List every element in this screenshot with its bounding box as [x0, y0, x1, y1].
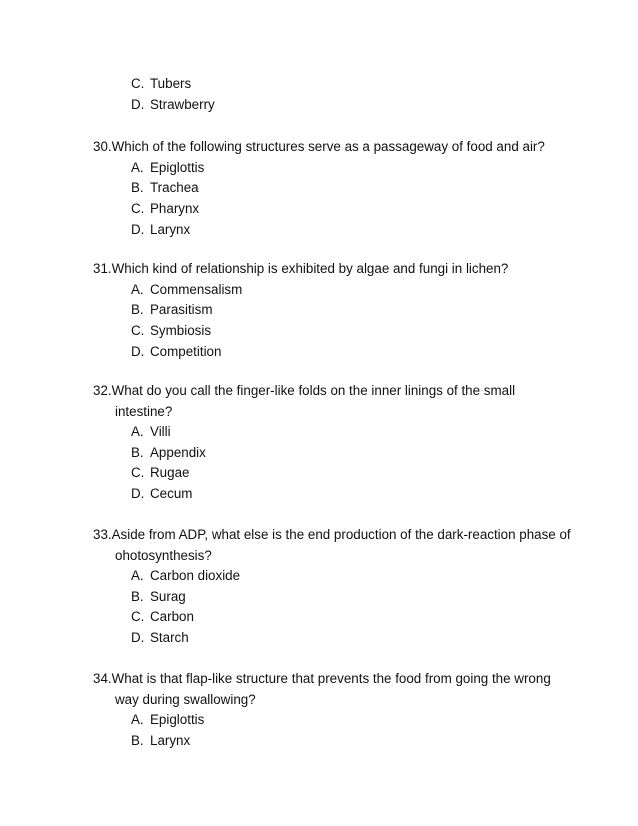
option-c: [131, 607, 638, 628]
option-text: Symbiosis: [150, 322, 212, 338]
option-letter: C.: [131, 609, 145, 625]
option-text: Parasitism: [150, 302, 213, 318]
question-prompt: Aside from ADP, what else is the end production of the dark-reaction phase of ohotosynthesis?: [111, 527, 571, 563]
question-number: 34.: [93, 671, 112, 686]
option-list: [131, 710, 638, 751]
option-text: Epiglottis: [150, 712, 205, 727]
question-prompt: Which of the following structures serve as a passageway of food and air?: [111, 139, 545, 154]
option-letter: A.: [131, 281, 144, 297]
question-30: [0, 137, 638, 240]
option-text: Tubers: [150, 76, 192, 91]
option-letter: A.: [131, 424, 144, 439]
option-list: [131, 422, 638, 505]
option-text: Pharynx: [150, 200, 200, 216]
option-text: Epiglottis: [150, 159, 205, 175]
option-text: Larynx: [150, 732, 191, 748]
option-text: Surag: [150, 588, 186, 604]
question-29-continued: [0, 74, 638, 115]
option-text: Larynx: [150, 221, 191, 237]
question-text: [93, 381, 555, 422]
option-letter: C.: [131, 76, 145, 91]
option-letter: B.: [131, 732, 144, 748]
option-text: Commensalism: [150, 281, 243, 297]
option-text: Carbon: [150, 609, 194, 625]
option-letter: A.: [131, 568, 144, 583]
question-prompt: What is that flap-like structure that prevents the food from going the wrong way during swallowing?: [111, 671, 551, 707]
option-letter: D.: [131, 221, 145, 237]
option-b: [131, 443, 638, 464]
question-text: [93, 137, 605, 158]
option-d: [131, 628, 638, 649]
option-letter: B.: [131, 302, 144, 318]
option-list: [131, 280, 638, 363]
question-32: [0, 381, 638, 505]
option-a: [131, 158, 638, 179]
option-letter: B.: [131, 588, 144, 604]
option-a: [131, 280, 638, 301]
option-text: Trachea: [150, 180, 199, 196]
question-31: [0, 259, 638, 362]
option-d: [131, 220, 638, 241]
option-c: [131, 199, 638, 220]
option-letter: A.: [131, 159, 144, 175]
option-d: [131, 95, 638, 116]
question-prompt: Which kind of relationship is exhibited by algae and fungi in lichen?: [111, 261, 509, 276]
option-list: [131, 74, 638, 115]
option-letter: C.: [131, 322, 145, 338]
question-33: [0, 525, 638, 649]
option-text: Appendix: [150, 444, 206, 460]
option-letter: D.: [131, 630, 145, 646]
question-number: 31.: [93, 261, 112, 276]
question-number: 30.: [93, 139, 112, 154]
option-text: Carbon dioxide: [150, 568, 241, 583]
option-c: [131, 463, 638, 484]
question-text: [93, 669, 555, 710]
option-letter: D.: [131, 486, 145, 502]
option-letter: D.: [131, 96, 145, 112]
question-number: 32.: [93, 383, 112, 398]
option-c: [131, 321, 638, 342]
option-letter: C.: [131, 200, 145, 216]
option-d: [131, 484, 638, 505]
option-list: [131, 566, 638, 649]
option-a: [131, 710, 638, 731]
option-text: Strawberry: [150, 96, 215, 112]
option-b: [131, 587, 638, 608]
option-a: [131, 422, 638, 443]
question-text: [93, 525, 595, 566]
option-text: Cecum: [150, 486, 193, 502]
option-text: Villi: [150, 424, 171, 439]
option-d: [131, 342, 638, 363]
question-text: [93, 259, 605, 280]
option-list: [131, 158, 638, 241]
question-34: [0, 669, 638, 751]
option-a: [131, 566, 638, 587]
option-text: Rugae: [150, 465, 190, 481]
option-text: Starch: [150, 630, 189, 646]
option-letter: B.: [131, 444, 144, 460]
question-number: 33.: [93, 527, 112, 542]
option-b: [131, 731, 638, 752]
option-b: [131, 300, 638, 321]
option-text: Competition: [150, 343, 222, 359]
option-b: [131, 178, 638, 199]
option-letter: C.: [131, 465, 145, 481]
option-letter: D.: [131, 343, 145, 359]
option-c: [131, 74, 638, 95]
option-letter: A.: [131, 712, 144, 727]
question-prompt: What do you call the finger-like folds on the inner linings of the small intestine?: [111, 383, 516, 419]
option-letter: B.: [131, 180, 144, 196]
